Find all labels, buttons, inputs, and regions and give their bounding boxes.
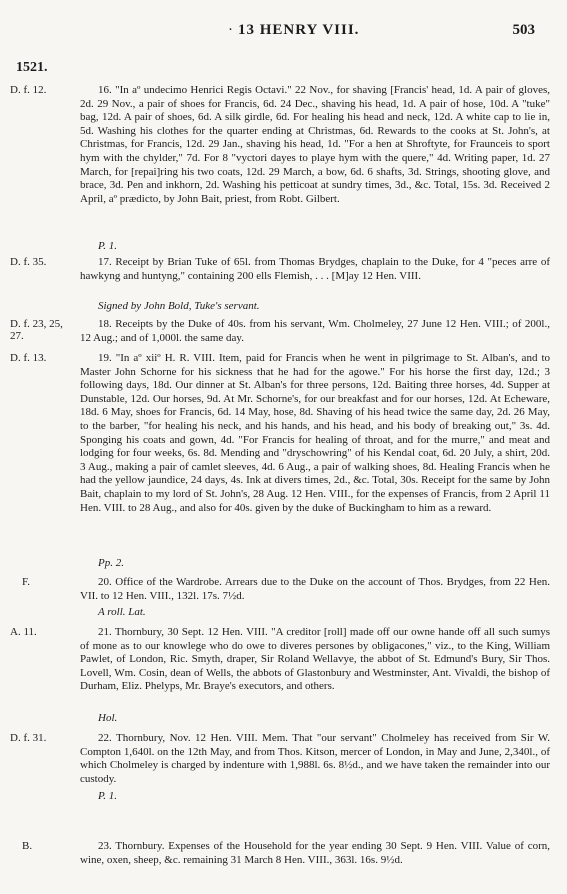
entry-ref: B.	[22, 840, 33, 852]
entry-text: 21. Thornbury, 30 Sept. 12 Hen. VIII. "A creditor [roll] made off our owne hande off all such sumys of mone as to our knowlege who do owe to diveres persones by obligacones," viz., to the King, William Pawlet, of London, Ric. Smyth, draper, Sir Roland Wellavye, the abbot of St. Edmund's Bury, Sir Thos. Lovell, Wm. Cosin, dean of Wells, the abbots of Glastonbury and Westminster, Ant. Vivaldi, the bishop of Durham, Eliz. Phelyps, Mr. Braye's executors, and others.	[80, 626, 550, 693]
entry-note: Pp. 2.	[98, 557, 124, 569]
entry-text: 19. "In aº xiiº H. R. VIII. Item, paid for Francis when he went in pilgrimage to St. Alban's, and to Master John Schorne for his sickness that he had for the agowe." For his horse the first day, 12d.; 3 following days, 18d. Our dinner at St. Alban's for three persons, 12d. Baiting three horses, 4d. Supper at Dunstable, 12d. Our horses, 9d. At Mr. Schorne's, for our breakfast and for our horses, 12d. At Echeware, 18d. 6 May, shoes for Francis, 6d. 14 May, hose, 8d. Shaving of his head twice the same day, 2d. 26 May, to the barber, "for healing his neck, and his hands, and his head, and his body of breaking out," 3s. 4d. Sponging his coats and gown, 4d. "For Francis for healing of throat, and for the murre," and meat and lodging for four weeks, 6s. 8d. Mending and "dryschowring" of his Kendal coat, 6d. 20 July, a shirt, 20d. 3 Aug., making a pair of camlet sleeves, 4d. 6 Aug., a pair of walking shoes, 8d. Healing Francis when he had the yellow jaundice, 24 days, 4s. Ink at divers times, 2d., &c. Total, 30s. Receipt for the same by John Bait, chaplain to my lord of St. John's, 28 Aug. 12 Hen. VIII., for the expenses of Francis, from 2 April 11 Hen. VIII. to 28 Aug., and also for 40s. given by the duke of Buckingham to him as a reward.	[80, 352, 550, 514]
entry-note: Hol.	[98, 712, 118, 724]
entry-text: 16. "In aº undecimo Henrici Regis Octavi." 22 Nov., for shaving [Francis' head, 1d. A pair of gloves, 2d. 29 Nov., a pair of shoes for Francis, 6d. 24 Dec., shaving his head, 1d. A pair of hose, 10d. A "tuke" bag, 12d. A pair of shoes, 6d. A silk girdle, 6d. For healing his head and neck, 12d. A white cap to lie in, 5d. Washing his clothes for the quarter ending at Christmas, 6d. Rewards to the cooks at St. John's, at Christmas, for Francis, 12d. 29 Jan., shaving his head, 1d. "For a hen at Shroftyte, for Fraunceis to sport hym with the chylder," 7d. For 8 "vyctori dayes to playe hym with the quere," 4d. Writing paper, 1d. 27 March, for [repai]ring his two coats, 12d. 29 March, a bow, 6d. 6 shafts, 3d. Strings, shooting glove, and brace, 3d. Pen and inkhorn, 2d. Washing his petticoat at sundry times, 3d., &c. Total, 15s. 3d. Received 2 April, aº prædicto, by John Bait, priest, from Robt. Gilbert.	[80, 84, 550, 205]
entry-ref: D. f. 31.	[10, 732, 47, 744]
entry-note: P. 1.	[98, 240, 118, 252]
entry-text: 20. Office of the Wardrobe. Arrears due to the Duke on the account of Thos. Brydges, from 22 Hen. VII. to 12 Hen. VIII., 132l. 17s. 7½d.	[80, 576, 550, 602]
entry-ref: D. f. 13.	[10, 352, 47, 364]
page-number: 503	[512, 22, 535, 38]
entry-ref: F.	[22, 576, 30, 588]
entry-text: 23. Thornbury. Expenses of the Household for the year ending 30 Sept. 9 Hen. VIII. Value of corn, wine, oxen, sheep, &c. remaining 31 March 8 Hen. VIII., 363l. 16s. 9½d.	[80, 840, 550, 866]
entry-ref: D. f. 12.	[10, 84, 47, 96]
running-header	[0, 22, 567, 46]
entry-note: Signed by John Bold, Tuke's servant.	[98, 300, 260, 312]
entry-note: A roll. Lat.	[98, 606, 146, 618]
entry-ref: A. 11.	[10, 626, 37, 638]
entry-text: 18. Receipts by the Duke of 40s. from his servant, Wm. Cholmeley, 27 June 12 Hen. VIII.; of 200l., 12 Aug.; and of 1,000l. the same day.	[80, 318, 550, 344]
entry-text: 17. Receipt by Brian Tuke of 65l. from Thomas Brydges, chaplain to the Duke, for 4 "peces arre of hawkyng and huntyng," containing 200 ells Flemish, . . . [M]ay 12 Hen. VIII.	[80, 256, 550, 282]
entry-note: P. 1.	[98, 790, 118, 802]
entry-text: 22. Thornbury, Nov. 12 Hen. VIII. Mem. That "our servant" Cholmeley has received from Sir W. Compton 1,640l. on the 12th May, and from Thos. Kitson, mercer of London, in May and June, 2,340l., of which Cholmeley is charged by indenture with 1,988l. 6s. 8½d., and we have taken the remainder into our custody.	[80, 732, 550, 785]
header-dot: ·	[228, 22, 233, 38]
entry-ref: D. f. 23, 25, 27.	[10, 318, 63, 342]
entry-ref: D. f. 35.	[10, 256, 47, 268]
year-heading: 1521.	[16, 60, 48, 75]
header-title: 13 HENRY VIII.	[238, 22, 360, 38]
